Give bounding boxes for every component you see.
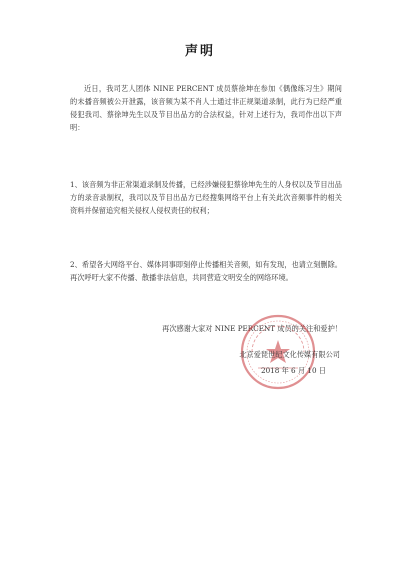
paragraph-clause-1: 1、该音频为非正常渠道录制及传播，已经涉嫌侵犯蔡徐坤先生的人身权以及节目出品方的录音录制权，我司以及节目出品方已经搜集网络平台上有关此次音频事件的相关资料并保留追究相关侵权人侵权责任的权利； bbox=[70, 180, 342, 215]
signature-date: 2018 年 6 月 10 日 bbox=[261, 366, 326, 375]
paragraph-intro: 近日，我司艺人团体 NINE PERCENT 成员蔡徐坤在参加《偶像练习生》期间的未播音频被公开泄露，该音频为某不肖人士通过非正规渠道录制，此行为已经严重侵犯我司、蔡徐坤先生以及节目出品方的合法权益，针对上述行为，我司作出以下声明： bbox=[70, 84, 342, 132]
thanks-line: 再次感谢大家对 NINE PERCENT 成员的关注和爱护！ bbox=[162, 324, 342, 333]
document-title: 声明 bbox=[184, 44, 215, 59]
company-name: 北京爱琵世纪文化传媒有限公司 bbox=[239, 350, 340, 359]
paragraph-clause-2: 2、希望各大网络平台、媒体同事即刻停止传播相关音频，如有发现，也请立刻删除。再次呼吁大家不传播、散播非法信息，共同营造文明安全的网络环境。 bbox=[70, 260, 342, 282]
